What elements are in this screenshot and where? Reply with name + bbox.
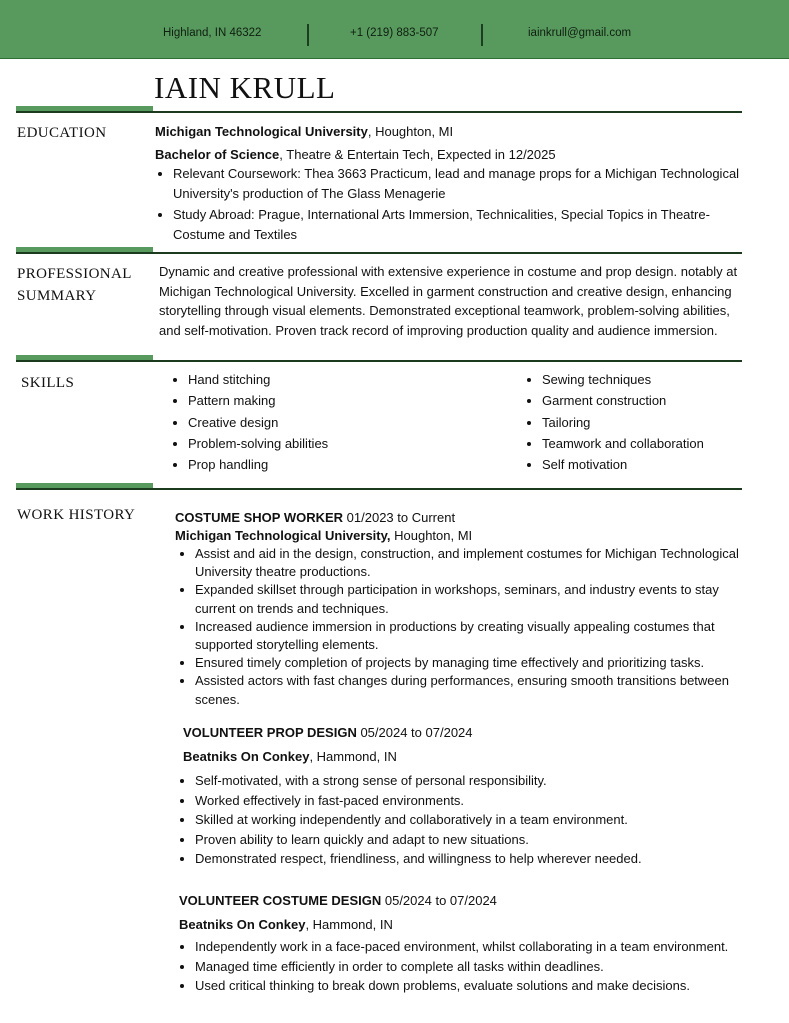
employer-location: , Hammond, IN — [305, 917, 393, 932]
list-item: • Skilled at working independently and collaboratively in a team environment. — [195, 810, 745, 830]
job-entry — [175, 509, 750, 709]
summary-heading — [17, 264, 132, 307]
job-bullets-block — [175, 771, 745, 869]
job-entry — [179, 892, 739, 934]
list-item: • Increased audience immersion in productions by creating visually appealing costumes that supported storytelling elements. — [195, 618, 750, 654]
list-item: • Proven ability to learn quickly and adapt to new situations. — [195, 830, 745, 850]
degree-detail: , Theatre & Entertain Tech, Expected in 12/2025 — [279, 147, 556, 162]
work-heading: WORK HISTORY — [17, 507, 136, 523]
employer-line — [179, 916, 739, 934]
list-item: • Demonstrated respect, friendliness, and willingness to help wherever needed. — [195, 849, 745, 869]
employer-name: Beatniks On Conkey — [179, 917, 306, 932]
job-dates: 05/2024 to 07/2024 — [381, 893, 497, 908]
job-entry — [183, 724, 743, 766]
skills-list-left — [170, 369, 490, 475]
list-item: • Used critical thinking to break down problems, evaluate solutions and make decisions. — [195, 976, 750, 996]
skill-item: • Pattern making — [188, 390, 490, 411]
job-title-line — [183, 724, 743, 742]
degree-line — [155, 146, 755, 164]
phone-text: +1 (219) 883-507 — [350, 27, 439, 39]
divider-accent — [16, 106, 153, 111]
job-title: VOLUNTEER COSTUME DESIGN — [179, 893, 382, 908]
list-item: • Ensured timely completion of projects by managing time effectively and prioritizing tasks. — [195, 654, 750, 672]
job-title: COSTUME SHOP WORKER — [175, 510, 344, 525]
skills-right-column — [524, 369, 764, 475]
divider — [481, 24, 483, 46]
skill-item: • Problem-solving abilities — [188, 433, 490, 454]
summary-heading-line2: SUMMARY — [17, 288, 97, 304]
list-item: • Managed time efficiently in order to complete all tasks within deadlines. — [195, 957, 750, 977]
email-link[interactable]: iainkrull@gmail.com — [528, 27, 632, 39]
skills-list-right — [524, 369, 764, 475]
skill-item: • Garment construction — [542, 390, 764, 411]
employer-location: , Hammond, IN — [309, 749, 397, 764]
education-entry — [155, 122, 755, 244]
list-item: • Independently work in a face-paced environment, whilst collaborating in a team environment. — [195, 937, 750, 957]
list-item: • Expanded skillset through participation in workshops, seminars, and industry events to stay current on trends and techniques. — [195, 581, 750, 617]
school-name: Michigan Technological University — [155, 124, 368, 139]
list-item: • Assist and aid in the design, construction, and implement costumes for Michigan Technological University theatre productions. — [195, 545, 750, 581]
list-item: • Self-motivated, with a strong sense of personal responsibility. — [195, 771, 745, 791]
list-item: • Study Abroad: Prague, International Arts Immersion, Technicalities, Special Topics in Theatre-Costume and Textiles — [173, 205, 743, 244]
job-dates: 01/2023 to Current — [343, 510, 456, 525]
section-divider — [16, 111, 742, 113]
section-divider — [16, 488, 742, 490]
skill-item: • Self motivation — [542, 454, 764, 475]
skill-item: • Sewing techniques — [542, 369, 764, 390]
job-dates: 05/2024 to 07/2024 — [356, 725, 473, 740]
location-text: Highland, IN 46322 — [163, 27, 262, 39]
job-title: VOLUNTEER PROP DESIGN — [183, 725, 357, 740]
list-item: • Assisted actors with fast changes during performances, ensuring smooth transitions between scenes. — [195, 672, 750, 708]
list-item: • Relevant Coursework: Thea 3663 Practicum, lead and manage props for a Michigan Technological University's production of The Glass Menagerie — [173, 164, 743, 203]
employer-line — [183, 748, 743, 766]
job-title-line — [175, 509, 750, 527]
employer-location: Houghton, MI — [390, 528, 473, 543]
skill-item: • Tailoring — [542, 412, 764, 433]
school-location: , Houghton, MI — [367, 124, 454, 139]
section-divider — [16, 252, 742, 254]
education-heading: EDUCATION — [17, 125, 107, 141]
employer-line — [175, 527, 750, 545]
job-bullets — [175, 771, 745, 869]
summary-heading-line1: PROFESSIONAL — [17, 266, 132, 282]
skill-item: • Prop handling — [188, 454, 490, 475]
divider-accent — [16, 483, 153, 488]
job-bullets — [175, 545, 750, 709]
skill-item: • Hand stitching — [188, 369, 490, 390]
job-bullets-block — [175, 937, 750, 996]
divider-accent — [16, 247, 153, 252]
school-line — [155, 122, 755, 141]
skill-item: • Teamwork and collaboration — [542, 433, 764, 454]
job-title-line — [179, 892, 739, 910]
skills-left-column — [170, 369, 490, 475]
contact-bar — [0, 0, 789, 59]
employer-name: Beatniks On Conkey — [183, 749, 310, 764]
job-bullets — [175, 937, 750, 996]
education-bullets — [155, 164, 743, 244]
degree-name: Bachelor of Science — [155, 147, 280, 162]
candidate-name: IAIN KRULL — [154, 70, 336, 105]
list-item: • Worked effectively in fast-paced environments. — [195, 791, 745, 811]
employer-name: Michigan Technological University, — [175, 528, 391, 543]
divider-accent — [16, 355, 153, 360]
divider — [307, 24, 309, 46]
summary-text: Dynamic and creative professional with extensive experience in costume and prop design. notably at Michigan Technological University. Excelled in garment construction and creative design, enhancing storytelling through visual elements. Demonstrated exceptional teamwork, problem-solving abilities, and self-motivation. Proven track record of improving production quality and audience immersion. — [159, 264, 738, 338]
skills-heading: SKILLS — [21, 375, 75, 391]
skill-item: • Creative design — [188, 412, 490, 433]
section-divider — [16, 360, 742, 362]
